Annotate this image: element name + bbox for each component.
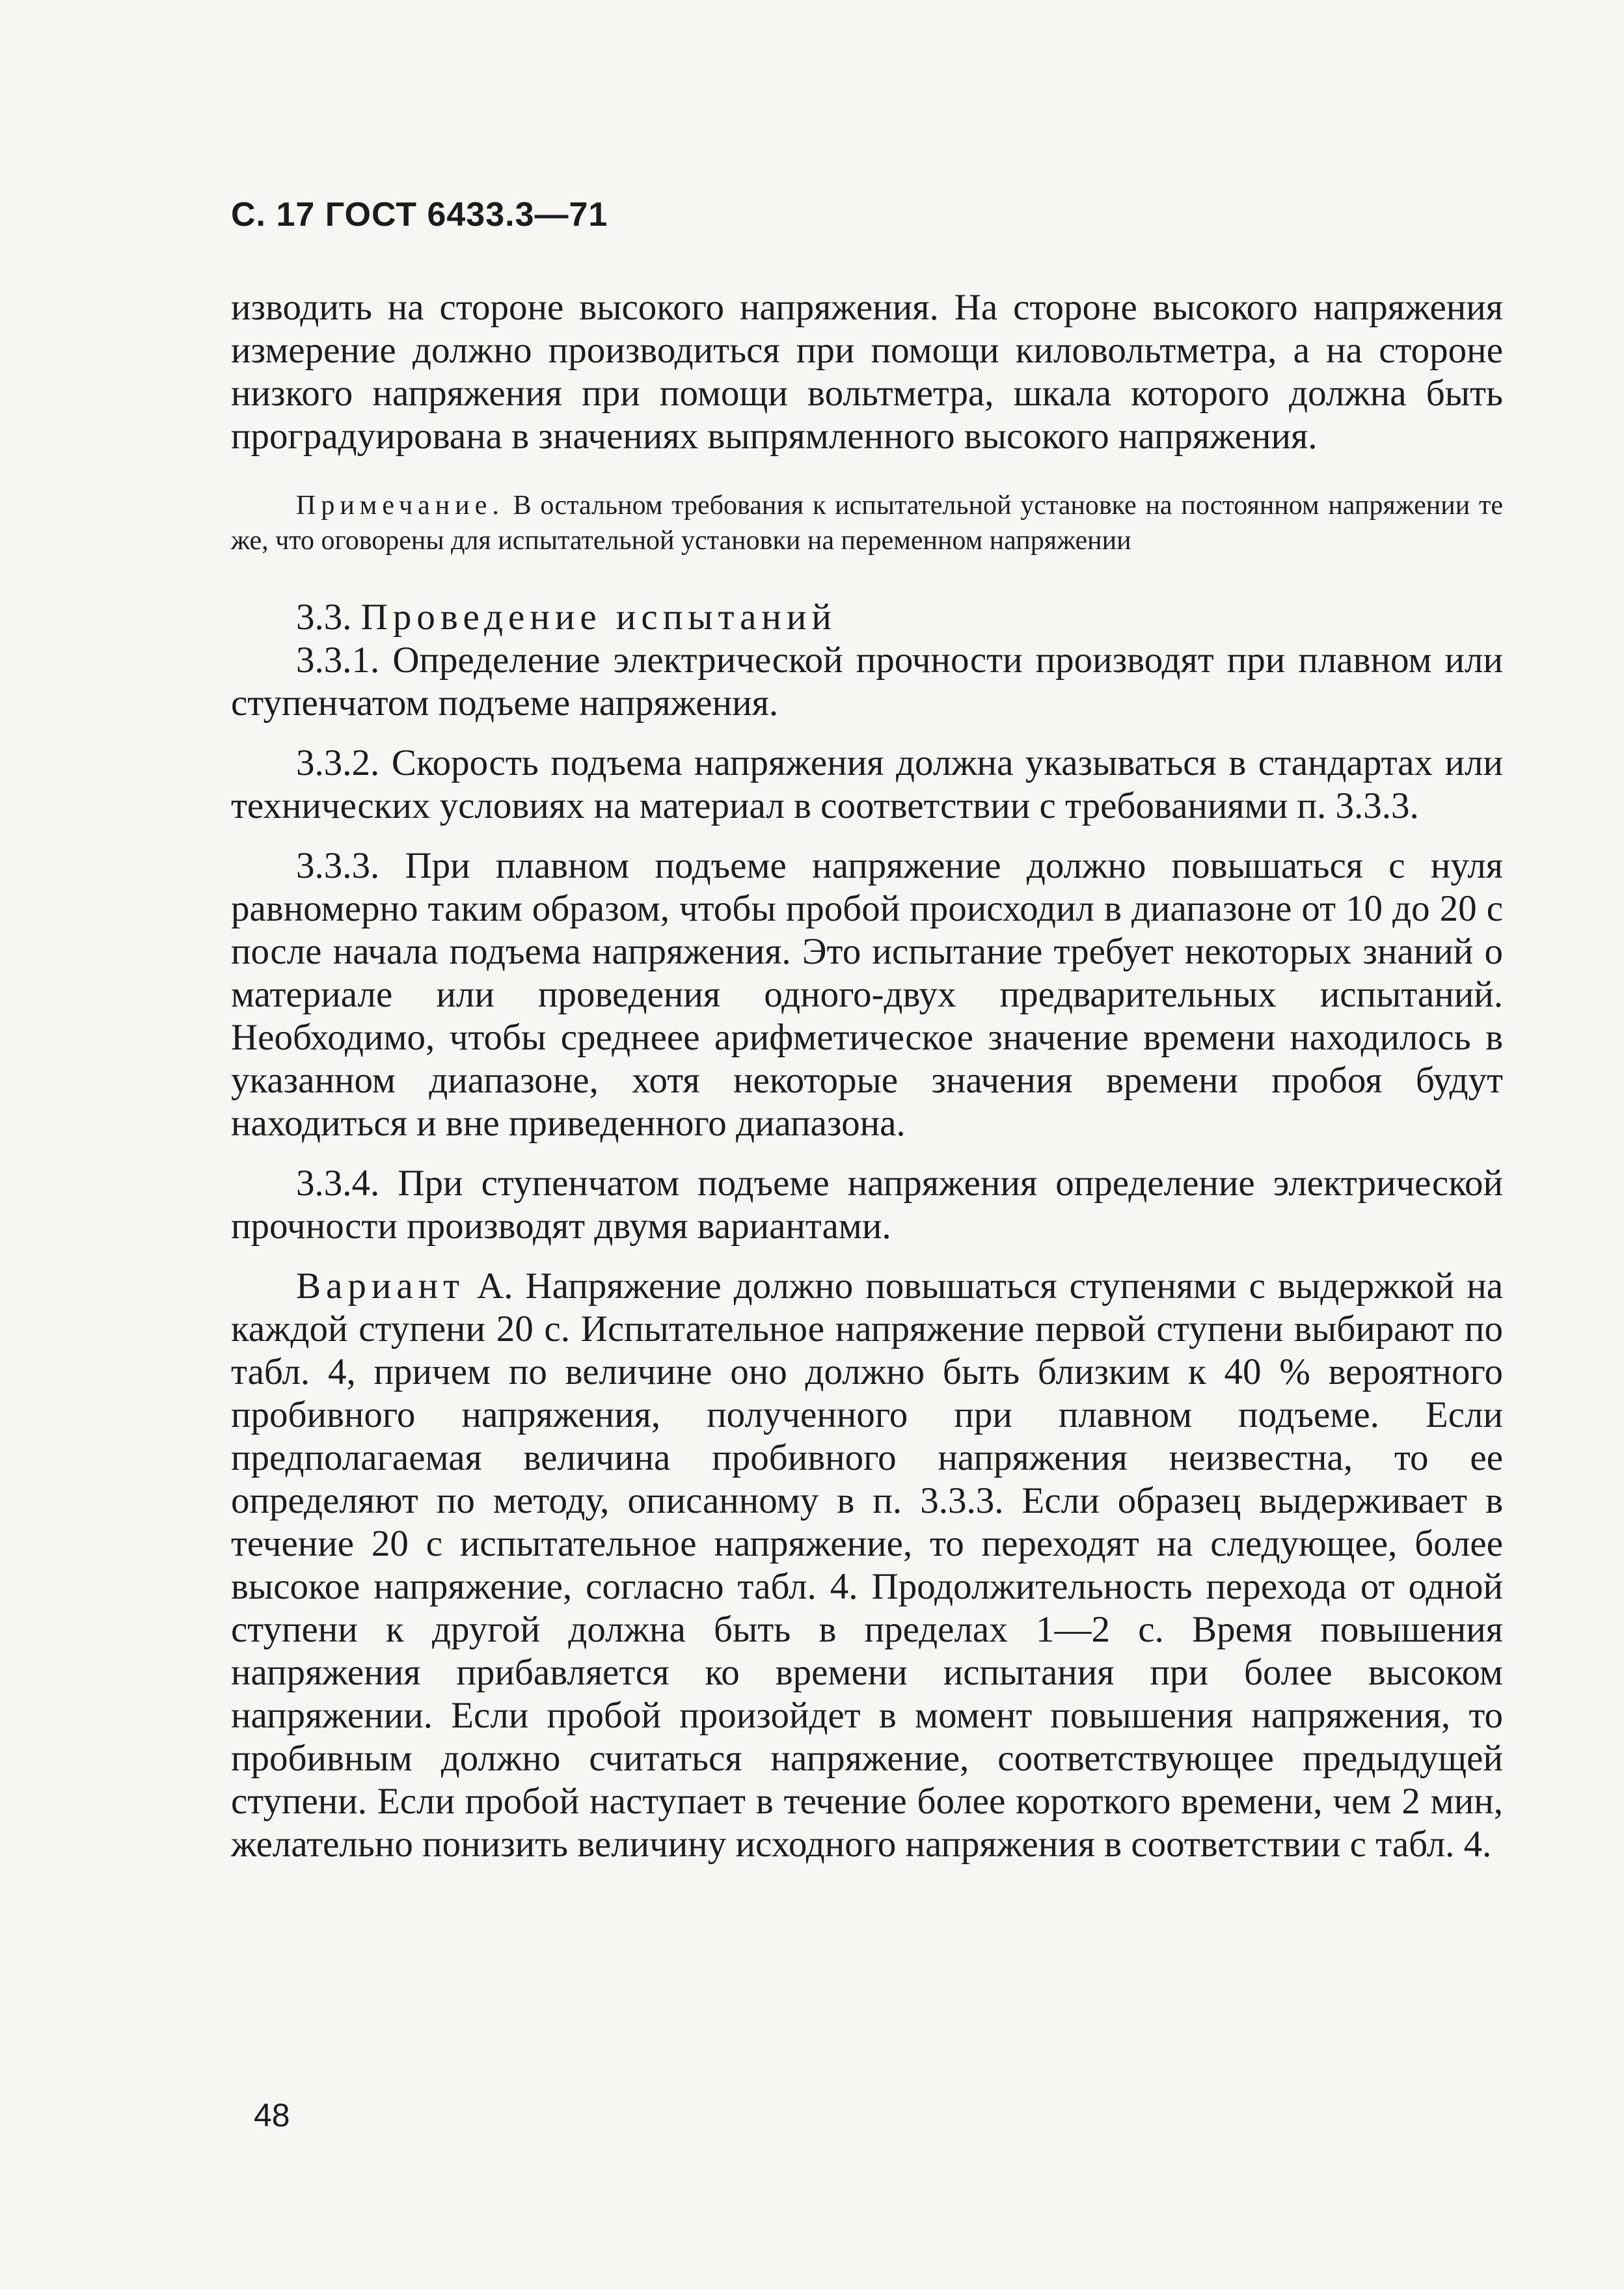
section-title: Проведение испытаний bbox=[360, 597, 837, 638]
note-text: В остальном требования к испытательной установке на постоянном напряжении те же, что оговорены для испытательной установки на переменном напряжении bbox=[231, 491, 1503, 556]
variant-label: Вариант bbox=[296, 1266, 465, 1307]
note-paragraph bbox=[231, 488, 1503, 558]
note-label: Примечание. bbox=[296, 491, 504, 521]
page-header: С. 17 ГОСТ 6433.3—71 bbox=[231, 196, 608, 234]
page-number: 48 bbox=[254, 2097, 290, 2133]
document-body bbox=[231, 286, 1503, 1866]
section-number: 3.3. bbox=[296, 597, 352, 638]
section-heading bbox=[231, 596, 1503, 639]
clause-3-3-1: 3.3.1. Определение электрической прочности производят при плавном или ступенчатом подъеме напряжения. bbox=[231, 640, 1503, 724]
variant-a-paragraph bbox=[231, 1265, 1503, 1866]
continuation-paragraph: изводить на стороне высокого напряжения. На стороне высокого напряжения измерение должно производиться при помощи киловольтметра, а на стороне низкого напряжения при помощи вольтметра, шкала которого должна быть проградуирована в значениях выпрямленного высокого напряжения. bbox=[231, 287, 1503, 457]
clause-3-3-3: 3.3.3. При плавном подъеме напряжение должно повышаться с нуля равномерно таким образом, чтобы пробой происходил в диапазоне от 10 до 20 с после начала подъема напряжения. Это испытание требует некоторых знаний о материале или проведения одного-двух предварительных испытаний. Необходимо, чтобы среднеее арифметическое значение времени находилось в указанном диапазоне, хотя некоторые значения времени пробоя будут находиться и вне приведенного диапазона. bbox=[231, 845, 1503, 1144]
clause-3-3-2: 3.3.2. Скорость подъема напряжения должна указываться в стандартах или технических условиях на материал в соответствии с требованиями п. 3.3.3. bbox=[231, 742, 1503, 826]
clause-3-3-4: 3.3.4. При ступенчатом подъеме напряжения определение электрической прочности производят двумя вариантами. bbox=[231, 1163, 1503, 1247]
variant-text: А. Напряжение должно повышаться ступенями с выдержкой на каждой ступени 20 с. Испытательное напряжение первой ступени выбирают по табл. 4, причем по величине оно должно быть близким к 40 % вероятного пробивного напряжения, полученного при плавном подъеме. Если предполагаемая величина пробивного напряжения неизвестна, то ее определяют по методу, описанному в п. 3.3.3. Если образец выдерживает в течение 20 с испытательное напряжение, то переходят на следующее, более высокое напряжение, согласно табл. 4. Продолжительность перехода от одной ступени к другой должна быть в пределах 1—2 с. Время повышения напряжения прибавляется ко времени испытания при более высоком напряжении. Если пробой произойдет в момент повышения напряжения, то пробивным должно считаться напряжение, соответствующее предыдущей ступени. Если пробой наступает в течение более короткого времени, чем 2 мин, желательно понизить величину исходного напряжения в соответствии с табл. 4. bbox=[231, 1266, 1503, 1865]
